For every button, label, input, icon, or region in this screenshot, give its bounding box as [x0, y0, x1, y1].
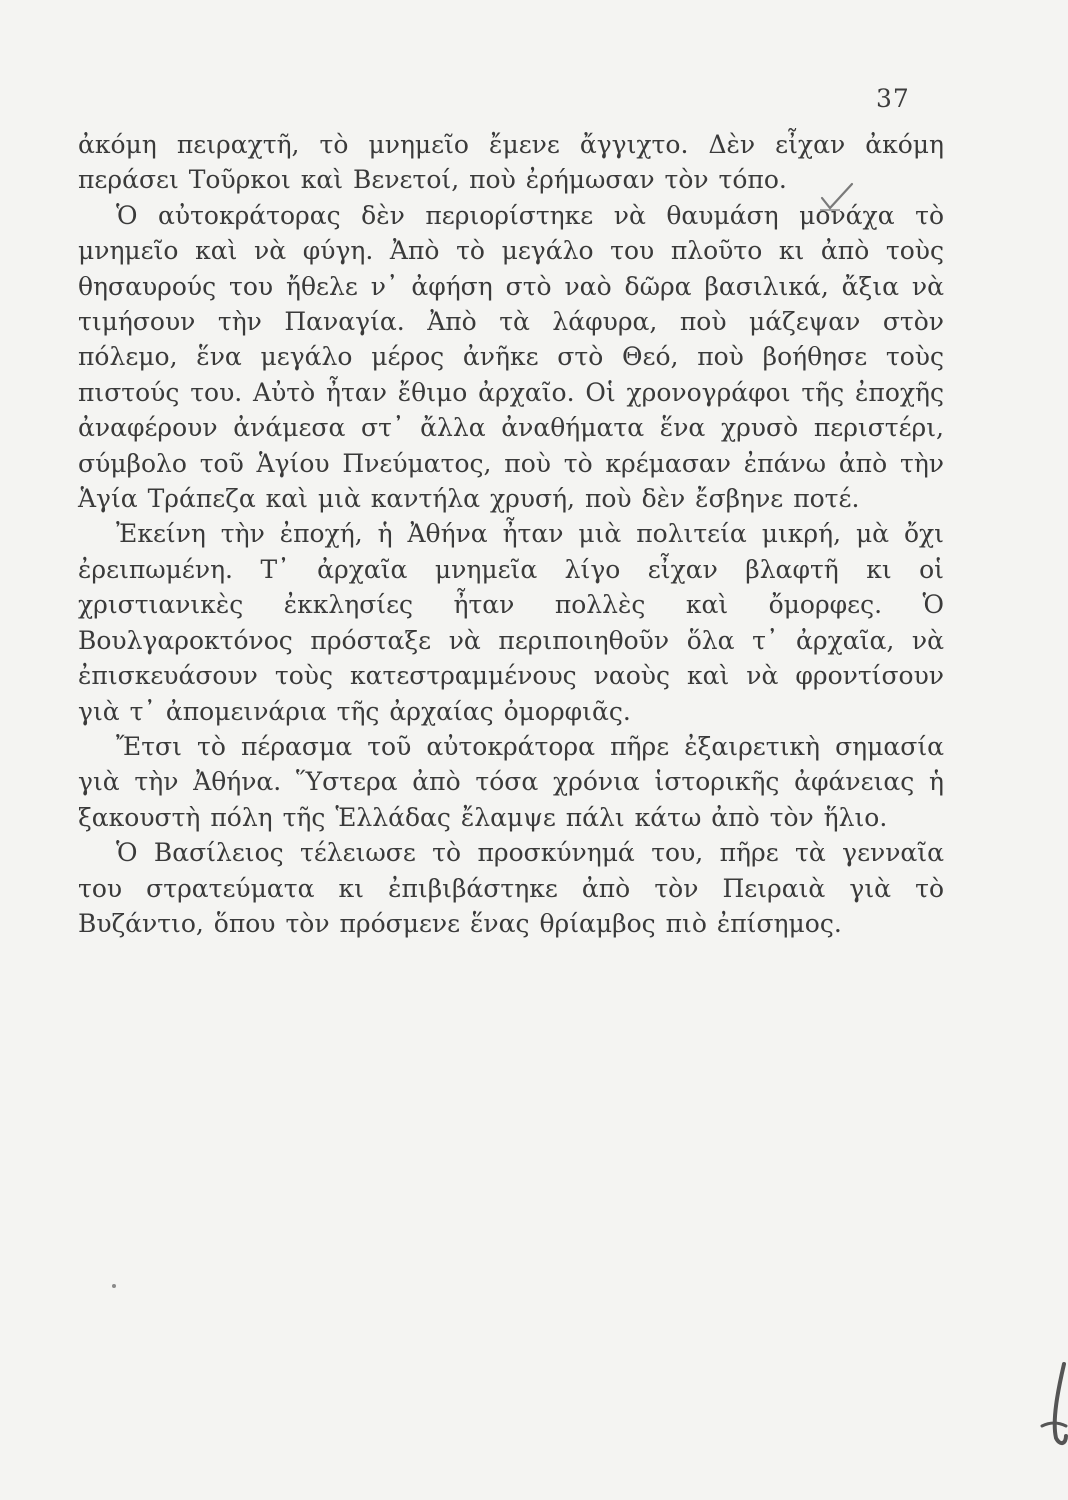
- paragraph: Ἐκείνη τὴν ἐποχή, ἡ Ἀθήνα ἦταν μιὰ πολιτεία μικρή, μὰ ὄχι ἐρειπωμένη. Τ᾿ ἀρχαῖα μνημεῖα λίγο εἶχαν βλαφτῆ κι οἱ χριστιανικὲς ἐκκλησίες ἦταν πολλὲς καὶ ὄμορφες. Ὁ Βουλγαροκτόνος πρόσταξε νὰ περιποιηθοῦν ὅλα τ᾿ ἀρχαῖα, νὰ ἐπισκευάσουν τοὺς κατεστραμμένους ναοὺς καὶ νὰ φροντίσουν γιὰ τ᾿ ἀπομεινάρια τῆς ἀρχαίας ὀμορφιᾶς.: [78, 519, 944, 726]
- paragraph: Ὁ Βασίλειος τέλειωσε τὸ προσκύνημά του, πῆρε τὰ γενναῖα του στρατεύματα κι ἐπιβιβάστηκε ἀπὸ τὸν Πειραιὰ γιὰ τὸ Βυζάντιο, ὅπου τὸν πρόσμενε ἕνας θρίαμβος πιὸ ἐπίσημος.: [78, 838, 944, 938]
- paragraph: ἀκόμη πειραχτῆ, τὸ μνημεῖο ἔμενε ἄγγιχτο. Δὲν εἶχαν ἀκόμη περάσει Τοῦρκοι καὶ Βενετοί, ποὺ ἐρήμωσαν τὸν τόπο.: [78, 130, 944, 195]
- paragraph: Ὁ αὐτοκράτορας δὲν περιορίστηκε νὰ θαυμάση μονάχα τὸ μνημεῖο καὶ νὰ φύγη. Ἀπὸ τὸ μεγάλο του πλοῦτο κι ἀπὸ τοὺς θησαυρούς του ἤθελε ν᾿ ἀφήση στὸ ναὸ δῶρα βασιλικά, ἄξια νὰ τιμήσουν τὴν Παναγία. Ἀπὸ τὰ λάφυρα, ποὺ μάζεψαν στὸν πόλεμο, ἕνα μεγάλο μέρος ἀνῆκε στὸ Θεό, ποὺ βοήθησε τοὺς πιστούς του. Αὐτὸ ἦταν ἔθιμο ἀρχαῖο. Οἱ χρονογράφοι τῆς ἐποχῆς ἀναφέρουν ἀνάμεσα στ᾿ ἄλλα ἀναθήματα ἕνα χρυσὸ περιστέρι, σύμβολο τοῦ Ἁγίου Πνεύματος, ποὺ τὸ κρέμασαν ἐπάνω ἀπὸ τὴν Ἁγία Τράπεζα καὶ μιὰ καντήλα χρυσή, ποὺ δὲν ἔσβηνε ποτέ.: [78, 200, 944, 514]
- margin-pencil-mark-icon: [1036, 1360, 1068, 1450]
- page-number: 37: [876, 84, 910, 113]
- paragraph: Ἔτσι τὸ πέρασμα τοῦ αὐτοκράτορα πῆρε ἐξαιρετικὴ σημασία γιὰ τὴν Ἀθήνα. Ὕστερα ἀπὸ τόσα χρόνια ἱστορικῆς ἀφάνειας ἡ ξακουστὴ πόλη τῆς Ἑλλάδας ἔλαμψε πάλι κάτω ἀπὸ τὸν ἥλιο.: [78, 731, 944, 832]
- body-text: [78, 127, 944, 941]
- paper-speck: [112, 1284, 116, 1288]
